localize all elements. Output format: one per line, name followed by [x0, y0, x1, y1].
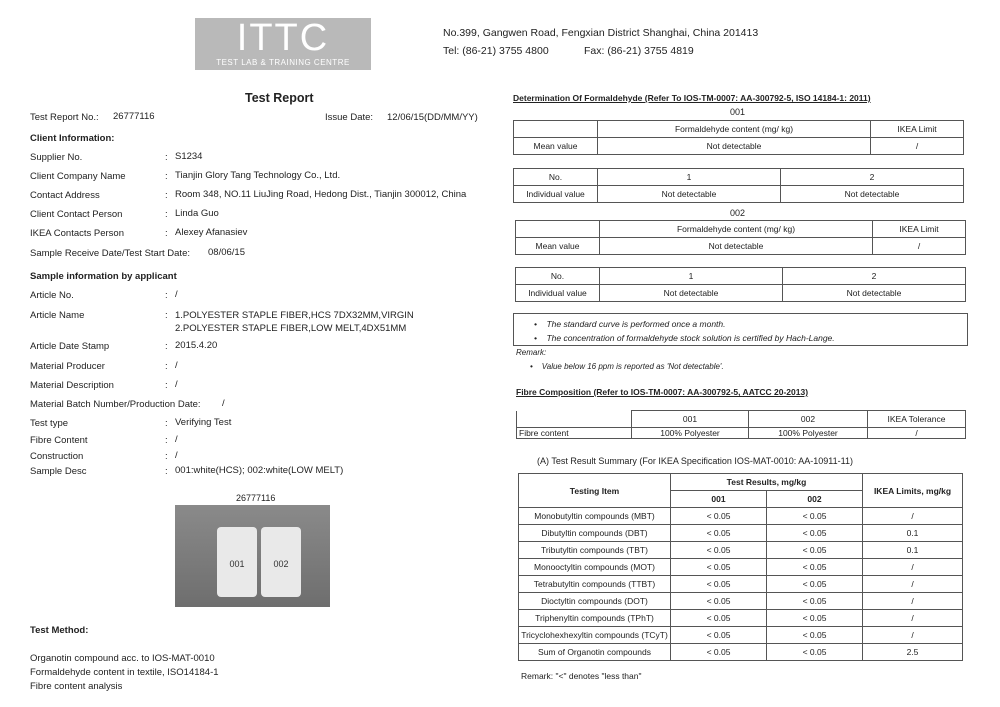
table-row: Tributyltin compounds (TBT) < 0.05 < 0.05 0.1: [519, 542, 963, 559]
fibre-row-label: Fibre content: [517, 428, 632, 439]
table-row: Tetrabutyltin compounds (TTBT) < 0.05 < 0.05 /: [519, 576, 963, 593]
header-002: 002: [767, 491, 863, 508]
report-title: Test Report: [245, 91, 314, 105]
sample-bag-002: 002: [261, 527, 301, 597]
sample-field-value: 001:white(HCS); 002:white(LOW MELT): [175, 465, 344, 476]
sample-id: 002: [730, 208, 746, 218]
client-info-heading: Client Information:: [30, 133, 115, 144]
issue-date-label: Issue Date:: [325, 112, 374, 123]
sample-field-label: Construction: [30, 451, 84, 462]
fibre-col-tolerance: IKEA Tolerance: [868, 411, 966, 428]
article-name-2: 2.POLYESTER STAPLE FIBER,LOW MELT,4DX51MM: [175, 323, 407, 334]
formaldehyde-mean-table: Formaldehyde content (mg/ kg) IKEA Limit Mean value Not detectable /: [513, 120, 964, 155]
logo-text: ITTC: [236, 17, 330, 59]
fibre-heading: Fibre Composition (Refer to IOS-TM-0007: AA-300792-5, AATCC 20-2013): [516, 387, 809, 397]
article-name-label: Article Name: [30, 310, 85, 321]
remark-text: Value below 16 ppm is reported as 'Not detectable'.: [541, 362, 724, 371]
client-field-value: Alexey Afanasiev: [175, 227, 248, 238]
photo-label: 26777116: [236, 493, 276, 503]
batch-value: /: [222, 398, 225, 409]
logo-subtitle: TEST LAB & TRAINING CENTRE: [216, 58, 350, 67]
sample-field-value: /: [175, 434, 178, 445]
sample-id: 001: [730, 107, 746, 117]
formaldehyde-individual-table: No. 1 2 Individual value Not detectable Not detectable: [515, 267, 966, 302]
note-1: The standard curve is performed once a month.: [546, 319, 726, 329]
method-3: Fibre content analysis: [30, 681, 123, 692]
sample-field-label: Article Date Stamp: [30, 341, 110, 352]
note-2: The concentration of formaldehyde stock solution is certified by Hach-Lange.: [546, 333, 835, 343]
sample-bag-001: 001: [217, 527, 257, 597]
table-row: Dibutyltin compounds (DBT) < 0.05 < 0.05 0.1: [519, 525, 963, 542]
client-field-label: Client Contact Person: [30, 209, 123, 220]
ittc-logo: [195, 18, 371, 70]
issue-date: 12/06/15(DD/MM/YY): [387, 112, 478, 123]
method-2: Formaldehyde content in textile, ISO14184-1: [30, 667, 219, 678]
sample-field-label: Fibre Content: [30, 435, 88, 446]
sample-field-label: Sample Desc: [30, 466, 87, 477]
report-no: 26777116: [113, 111, 155, 122]
client-field-label: IKEA Contacts Person: [30, 228, 124, 239]
lab-tel: Tel: (86-21) 3755 4800: [443, 45, 549, 57]
table-row: Dioctyltin compounds (DOT) < 0.05 < 0.05 /: [519, 593, 963, 610]
test-method-heading: Test Method:: [30, 625, 89, 636]
header-001: 001: [671, 491, 767, 508]
table-row: Monobutyltin compounds (MBT) < 0.05 < 0.05 /: [519, 508, 963, 525]
formaldehyde-individual-table: No. 1 2 Individual value Not detectable Not detectable: [513, 168, 964, 203]
fibre-value-001: 100% Polyester: [632, 428, 749, 439]
sample-field-value: /: [175, 379, 178, 390]
sample-field-label: Material Description: [30, 380, 114, 391]
summary-table: [518, 473, 963, 661]
summary-remark: Remark: "<" denotes "less than": [521, 671, 642, 681]
batch-label: Material Batch Number/Production Date:: [30, 399, 201, 410]
sample-field-value: 2015.4.20: [175, 340, 218, 351]
summary-title: (A) Test Result Summary (For IKEA Specification IOS-MAT-0010: AA-10911-11): [537, 456, 853, 466]
header-test-results: Test Results, mg/kg: [671, 474, 863, 491]
lab-fax: Fax: (86-21) 3755 4819: [584, 45, 694, 57]
formaldehyde-heading: Determination Of Formaldehyde (Refer To IOS-TM-0007: AA-300792-5, ISO 14184-1: 2011): [513, 93, 871, 103]
header-ikea-limits: IKEA Limits, mg/kg: [863, 474, 963, 508]
header-testing-item: Testing Item: [519, 474, 671, 508]
client-field-label: Supplier No.: [30, 152, 83, 163]
receive-date-label: Sample Receive Date/Test Start Date:: [30, 248, 190, 259]
sample-field-label: Test type: [30, 418, 69, 429]
sample-field-value: Verifying Test: [175, 417, 232, 428]
fibre-value-tolerance: /: [868, 428, 966, 439]
article-no: /: [175, 289, 178, 300]
client-field-label: Client Company Name: [30, 171, 126, 182]
receive-date: 08/06/15: [208, 247, 245, 258]
method-1: Organotin compound acc. to IOS-MAT-0010: [30, 653, 215, 664]
client-field-value: Linda Guo: [175, 208, 219, 219]
sample-photo: [175, 505, 330, 607]
table-row: Tricyclohexhexyltin compounds (TCyT) < 0.05 < 0.05 /: [519, 627, 963, 644]
client-field-value: Tianjin Glory Tang Technology Co., Ltd.: [175, 170, 341, 181]
sample-field-label: Material Producer: [30, 361, 105, 372]
formaldehyde-notes: • The standard curve is performed once a month. • The concentration of formaldehyde stock solution is certified by Hach-Lange.: [513, 313, 968, 346]
table-row: Sum of Organotin compounds < 0.05 < 0.05 2.5: [519, 644, 963, 661]
client-field-value: S1234: [175, 151, 203, 162]
table-row: Triphenyltin compounds (TPhT) < 0.05 < 0.05 /: [519, 610, 963, 627]
client-field-value: Room 348, NO.11 LiuJing Road, Hedong Dist., Tianjin 300012, China: [175, 189, 467, 200]
article-no-label: Article No.: [30, 290, 74, 301]
sample-field-value: /: [175, 360, 178, 371]
report-no-label: Test Report No.:: [30, 112, 99, 123]
formaldehyde-mean-table: Formaldehyde content (mg/ kg) IKEA Limit Mean value Not detectable /: [515, 220, 966, 255]
sample-field-value: /: [175, 450, 178, 461]
fibre-table: [516, 410, 966, 439]
remark-label: Remark:: [516, 348, 547, 357]
fibre-col-001: 001: [632, 411, 749, 428]
client-field-label: Contact Address: [30, 190, 100, 201]
fibre-col-002: 002: [749, 411, 868, 428]
article-name-1: 1.POLYESTER STAPLE FIBER,HCS 7DX32MM,VIRGIN: [175, 310, 414, 321]
table-row: Monooctyltin compounds (MOT) < 0.05 < 0.05 /: [519, 559, 963, 576]
lab-address: No.399, Gangwen Road, Fengxian District Shanghai, China 201413: [443, 27, 759, 39]
fibre-value-002: 100% Polyester: [749, 428, 868, 439]
sample-info-heading: Sample information by applicant: [30, 271, 177, 282]
